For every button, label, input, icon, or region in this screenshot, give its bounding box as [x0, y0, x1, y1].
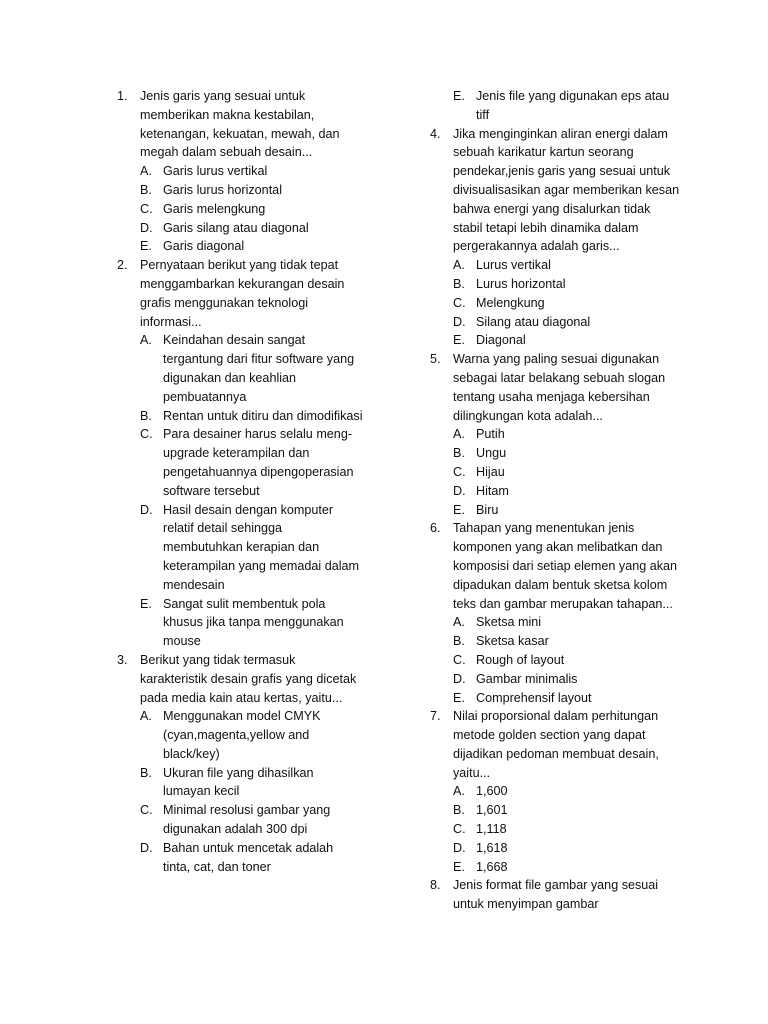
option-text: Sketsa mini	[476, 615, 542, 630]
option-text: Comprehensif layout	[476, 690, 592, 705]
option-b[interactable]	[453, 444, 680, 463]
option-text: Ukuran file yang dihasilkan lumayan kecil	[163, 765, 314, 799]
option-letter: B.	[453, 276, 465, 291]
option-letter: E.	[453, 89, 465, 103]
question-text: Tahapan yang menentukan jenis komponen yang akan melibatkan dan komposisi dari setiap elemen yang akan dipadukan dalam bentuk sketsa kolom teks dan gambar merupakan tahapan...	[453, 521, 678, 611]
option-e[interactable]	[140, 595, 363, 651]
option-letter: D.	[140, 220, 153, 235]
option-text: Gambar minimalis	[476, 671, 578, 686]
question-number: 3.	[117, 652, 128, 667]
option-b[interactable]	[453, 632, 680, 651]
option-text: Rentan untuk ditiru dan dimodifikasi	[163, 408, 363, 423]
option-a[interactable]	[453, 256, 680, 275]
option-letter: B.	[140, 182, 152, 197]
option-letter: D.	[453, 483, 466, 498]
option-e[interactable]	[453, 689, 680, 708]
question-2	[117, 256, 363, 651]
option-d[interactable]	[140, 501, 363, 595]
option-text: Garis lurus horizontal	[163, 182, 282, 197]
question-3	[117, 651, 363, 877]
option-text: Minimal resolusi gambar yang digunakan adalah 300 dpi	[163, 803, 331, 837]
option-c[interactable]	[140, 425, 363, 500]
option-text: 1,601	[476, 803, 508, 818]
option-letter: E.	[140, 239, 152, 254]
option-letter: B.	[140, 765, 152, 780]
option-letter: C.	[453, 822, 466, 837]
option-text: Garis silang atau diagonal	[163, 220, 309, 235]
option-e[interactable]	[140, 237, 363, 256]
option-text: Sketsa kasar	[476, 634, 549, 649]
option-text: Para desainer harus selalu meng-upgrade keterampilan dan pengetahuannya dipengoperasian software tersebut	[163, 427, 354, 498]
option-d[interactable]	[140, 219, 363, 238]
option-text: Hasil desain dengan komputer relatif detail sehingga membutuhkan kerapian dan keterampilan yang memadai dalam mendesain	[163, 502, 360, 592]
option-b[interactable]	[453, 801, 680, 820]
question-4	[430, 125, 680, 351]
right-column	[430, 87, 680, 914]
option-c[interactable]	[140, 801, 363, 839]
question-text: Warna yang paling sesuai digunakan sebagai latar belakang sebuah slogan tentang usaha menjaga kebersihan dilingkungan kota adalah...	[453, 352, 666, 423]
option-text: Garis lurus vertikal	[163, 164, 268, 179]
option-letter: B.	[140, 408, 152, 423]
option-a[interactable]	[140, 162, 363, 181]
option-letter: A.	[453, 615, 465, 630]
option-a[interactable]	[140, 707, 363, 763]
question-number: 8.	[430, 878, 441, 893]
option-text: Lurus horizontal	[476, 276, 566, 291]
option-c[interactable]	[140, 200, 363, 219]
left-column	[117, 87, 363, 876]
option-b[interactable]	[453, 275, 680, 294]
option-b[interactable]	[140, 764, 363, 802]
option-d[interactable]	[453, 482, 680, 501]
option-d[interactable]	[453, 313, 680, 332]
question-number: 4.	[430, 126, 441, 141]
question-1	[117, 87, 363, 256]
option-text: Rough of layout	[476, 652, 565, 667]
option-letter: D.	[140, 840, 153, 855]
option-letter: B.	[453, 446, 465, 461]
question-number: 5.	[430, 352, 441, 367]
question-number: 7.	[430, 709, 441, 724]
question-3-continued	[430, 87, 680, 125]
option-a[interactable]	[453, 613, 680, 632]
question-5	[430, 350, 680, 519]
option-letter: D.	[453, 840, 466, 855]
option-text: Bahan untuk mencetak adalah tinta, cat, dan toner	[163, 840, 334, 874]
option-text: 1,600	[476, 784, 508, 799]
option-e[interactable]	[453, 331, 680, 350]
option-letter: D.	[453, 314, 466, 329]
option-letter: A.	[140, 164, 152, 179]
option-letter: B.	[453, 803, 465, 818]
option-letter: C.	[140, 803, 153, 818]
option-letter: E.	[453, 859, 465, 874]
option-text: Hitam	[476, 483, 509, 498]
option-text: Biru	[476, 502, 499, 517]
question-text: Jenis garis yang sesuai untuk memberikan makna kestabilan, ketenangan, kekuatan, mewah, dan megah dalam sebuah desain...	[140, 89, 340, 160]
option-letter: E.	[453, 502, 465, 517]
option-text: 1,118	[476, 822, 507, 837]
option-a[interactable]	[453, 425, 680, 444]
option-text: Jenis file yang digunakan eps atau tiff	[476, 89, 670, 122]
option-e[interactable]	[453, 858, 680, 877]
option-text: 1,668	[476, 859, 508, 874]
option-c[interactable]	[453, 820, 680, 839]
option-text: Menggunakan model CMYK (cyan,magenta,yellow and black/key)	[163, 709, 321, 761]
question-6	[430, 519, 680, 707]
option-d[interactable]	[140, 839, 363, 877]
question-number: 6.	[430, 521, 441, 536]
option-letter: B.	[453, 634, 465, 649]
option-text: Hijau	[476, 464, 505, 479]
option-e[interactable]	[453, 87, 680, 125]
option-text: Ungu	[476, 446, 507, 461]
option-letter: E.	[453, 690, 465, 705]
option-letter: D.	[140, 502, 153, 517]
option-letter: C.	[140, 427, 153, 442]
option-b[interactable]	[140, 181, 363, 200]
option-text: Lurus vertikal	[476, 258, 551, 273]
question-text: Jika menginginkan aliran energi dalam sebuah karikatur kartun seorang pendekar,jenis garis yang sesuai untuk divisualisasikan agar memberikan kesan bahwa energi yang disalurkan tidak stabil tetapi lebih dinamika dalam pergerakannya adalah garis...	[453, 126, 680, 254]
option-text: Sangat sulit membentuk pola khusus jika tanpa menggunakan mouse	[163, 596, 344, 649]
option-letter: E.	[140, 596, 152, 611]
option-a[interactable]	[140, 331, 363, 406]
option-letter: A.	[453, 427, 465, 442]
question-text: Nilai proporsional dalam perhitungan metode golden section yang dapat dijadikan pedoman membuat desain, yaitu...	[453, 709, 659, 780]
option-letter: A.	[453, 784, 465, 799]
option-e[interactable]	[453, 501, 680, 520]
option-text: Melengkung	[476, 295, 545, 310]
option-letter: C.	[453, 652, 466, 667]
option-c[interactable]	[453, 463, 680, 482]
option-letter: C.	[453, 464, 466, 479]
option-text: Putih	[476, 427, 505, 442]
option-text: Keindahan desain sangat tergantung dari fitur software yang digunakan dan keahlian pembuatannya	[163, 333, 355, 404]
option-letter: C.	[140, 201, 153, 216]
question-7	[430, 707, 680, 876]
option-letter: C.	[453, 295, 466, 310]
option-text: Diagonal	[476, 333, 526, 348]
question-number: 1.	[117, 89, 128, 103]
question-text: Berikut yang tidak termasuk karakteristik desain grafis yang dicetak pada media kain atau kertas, yaitu...	[140, 652, 357, 705]
option-text: 1,618	[476, 840, 508, 855]
question-text: Pernyataan berikut yang tidak tepat menggambarkan kekurangan desain grafis menggunakan teknologi informasi...	[140, 258, 345, 329]
option-a[interactable]	[453, 782, 680, 801]
option-c[interactable]	[453, 651, 680, 670]
option-text: Garis diagonal	[163, 239, 245, 254]
option-letter: D.	[453, 671, 466, 686]
option-c[interactable]	[453, 294, 680, 313]
option-d[interactable]	[453, 670, 680, 689]
option-letter: A.	[140, 709, 152, 724]
option-letter: E.	[453, 333, 465, 348]
option-letter: A.	[140, 333, 152, 348]
option-text: Silang atau diagonal	[476, 314, 591, 329]
option-b[interactable]	[140, 407, 363, 426]
option-letter: A.	[453, 258, 465, 273]
question-number: 2.	[117, 258, 128, 273]
question-text: Jenis format file gambar yang sesuai untuk menyimpan gambar	[453, 878, 659, 912]
option-text: Garis melengkung	[163, 201, 266, 216]
question-8	[430, 876, 680, 914]
option-d[interactable]	[453, 839, 680, 858]
